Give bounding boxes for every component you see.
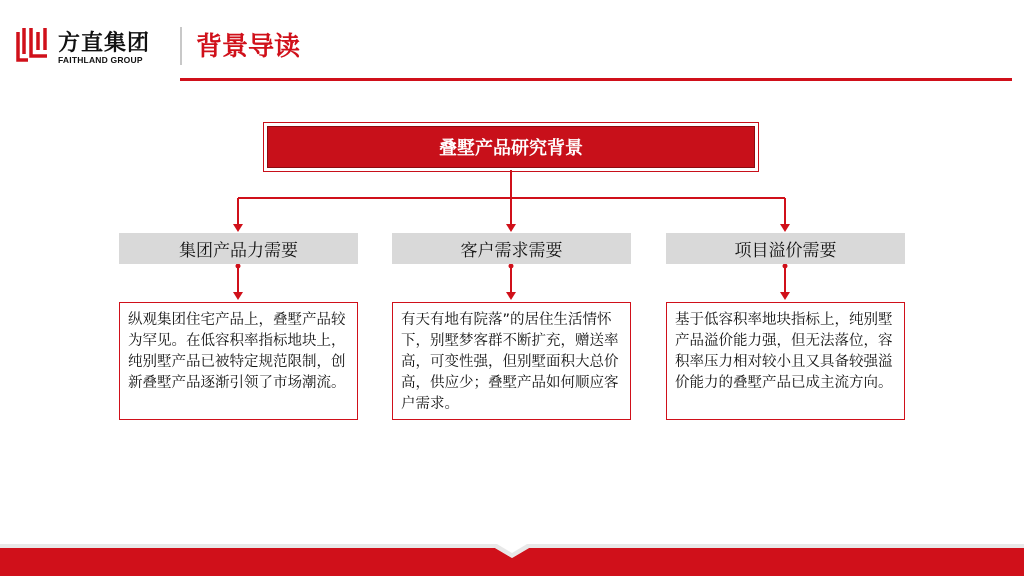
connector-dot	[236, 264, 241, 269]
arrow-down-icon	[506, 292, 516, 300]
category-box-customer-demand	[392, 233, 631, 264]
connector-dot	[783, 264, 788, 269]
arrow-down-icon	[780, 292, 790, 300]
description-box-group-product	[119, 302, 358, 420]
description-text: 有天有地有院落”的居住生活情怀下，别墅梦客群不断扩充，赠送率高，可变性强，但别墅面积大总价高，供应少；叠墅产品如何顺应客户需求。	[401, 312, 619, 412]
footer-band	[0, 544, 1024, 576]
description-box-project-premium	[666, 302, 905, 420]
arrow-down-icon	[780, 224, 790, 232]
page-title: 背景导读	[196, 32, 301, 62]
arrow-down-icon	[233, 224, 243, 232]
description-box-customer-demand	[392, 302, 631, 420]
logo-chinese-name: 方直集团	[58, 31, 151, 56]
root-node-label: 叠墅产品研究背景	[439, 138, 583, 159]
description-text: 纵观集团住宅产品上，叠墅产品较为罕见。在低容积率指标地块上，纯别墅产品已被特定规范限制，创新叠墅产品逐渐引领了市场潮流。	[128, 312, 346, 391]
category-box-project-premium	[666, 233, 905, 264]
logo-english-name: FAITHLAND GROUP	[58, 55, 143, 65]
category-label: 客户需求需要	[460, 241, 563, 261]
connector-dot	[509, 264, 514, 269]
category-label: 集团产品力需要	[179, 241, 298, 261]
arrow-down-icon	[233, 292, 243, 300]
category-box-group-product	[119, 233, 358, 264]
arrow-down-icon	[506, 224, 516, 232]
category-label: 项目溢价需要	[734, 241, 837, 261]
description-text: 基于低容积率地块指标上，纯别墅产品溢价能力强，但无法落位，容积率压力相对较小且又具备较强溢价能力的叠墅产品已成主流方向。	[675, 312, 893, 391]
